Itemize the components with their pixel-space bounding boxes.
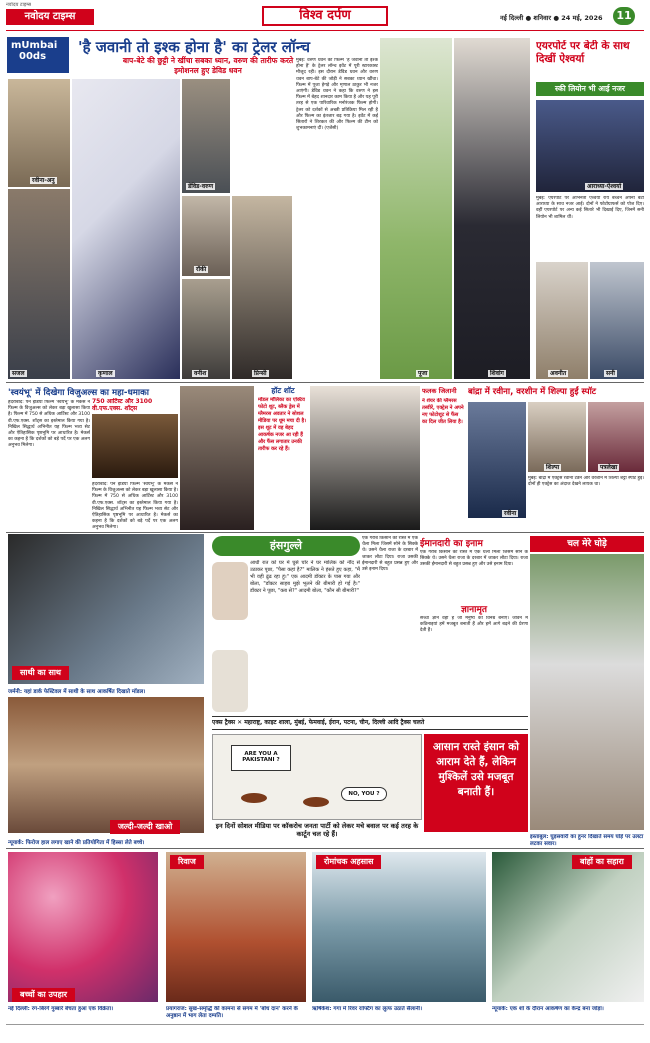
- dateline: नई दिल्ली ● शनिवार ● 24 मई, 2026: [500, 14, 603, 22]
- ghoda-caption: इस्तांबुल: घुड़सवारी का हुनर दिखाते समय घोड़े पर उलटा लटका सवार।: [530, 834, 644, 847]
- cartoon-speech: NO, YOU ?: [341, 787, 387, 801]
- photo-hotshot-1: [180, 386, 254, 530]
- hansgulle-banner: [212, 536, 360, 556]
- gyanamrit-title: ज्ञानामृत: [461, 605, 487, 615]
- caption-sajal: सजल: [12, 370, 25, 377]
- caption-krunal: कृणाल: [98, 370, 113, 377]
- footer-rule: [6, 1024, 644, 1025]
- photo-balloons: [8, 852, 158, 1002]
- header-rule: [6, 30, 644, 31]
- quote-box: [424, 734, 528, 832]
- trailer-body: मुंबई: वरुण धवन की फिल्म 'है जवानी तो इश्क होना है' के ट्रेलर लॉन्च इवेंट में पूरी स्टारकास्ट मौजूद रही। इस दौरान डेविड धवन और वरुण धवन बाप-बेटे की जोड़ी ने सबका ध्यान खींचा। फिल्म में पूजा हेगड़े और मृणाल ठाकुर भी नजर आएंगी। डेविड धवन ने कहा कि वरुण ने इस फिल्म में बेहद शानदार काम किया है और यह पूरी तरह से एक पारिवारिक मनोरंजक फिल्म होगी। ट्रेलर को दर्शकों से अच्छी प्रतिक्रिया मिल रही है और फिल्म का इंतजार बढ़ गया है। इवेंट में कई सितारों ने शिरकत की और फिल्म की टीम को शुभकामनाएं दीं। (एजेंसी): [296, 58, 378, 132]
- cockroach-icon: [241, 793, 267, 803]
- photo-aaradhya-aishwarya: [536, 100, 644, 192]
- photo-princy: [232, 196, 292, 379]
- baanhon-label: बांहों का सहारा: [572, 855, 632, 869]
- row-rule-1: [6, 382, 644, 383]
- hotshot-title: हॉट शॉट: [271, 386, 295, 395]
- trailer-credit: (एजेंसी): [324, 126, 339, 132]
- photo-avneet: [536, 262, 588, 379]
- photo-pooja: [380, 38, 452, 379]
- photo-couple-dance: [492, 852, 644, 1002]
- cartoon-caption: इन दिनों सोशल मीडिया पर कॉकरोच जनता पार्टी को लेकर मचे बवाल पर कई तरह के कार्टून चल रहे हैं।: [215, 822, 419, 838]
- caption-shivang: शिवांग: [490, 370, 504, 377]
- swayambhu-headline: 'स्वयंभू' में दिखेगा विजुअल्स का महा-धमाका: [8, 388, 149, 398]
- cartoon-ticker: एक्स ट्रैक्स ✕ महाराष्ट्र, काइट शाला, मुंबई, फेमवाई, ईरान, पटना, चीन, दिल्ली आदि ट्रैक्स चलते: [212, 716, 528, 730]
- swayambhu-body: हैदराबाद: पैन इंडिया फिल्म 'स्वयंभू' के मेकर्स ने फिल्म के विजुअल्स को लेकर बड़ा खुलासा किया है। फिल्म में 750 से अधिक आर्टिस्ट और 3100 वी.एफ.एक्स. शॉट्स का इस्तेमाल किया गया है। निखिल सिद्धार्थ अभिनीत यह फिल्म भव्य सेट और ऐतिहासिक पृष्ठभूमि पर आधारित है। मेकर्स का कहना है कि दर्शकों को बड़े पर्दे पर एक अलग अनुभव मिलेगा।: [8, 400, 90, 449]
- hansgulle-title: हंसगुल्ले: [270, 539, 302, 552]
- photo-sajal-group: [8, 189, 70, 379]
- photo-shilpa: [528, 402, 586, 472]
- aishwarya-subhead: स्की लियोन भी आई नजर: [536, 82, 644, 96]
- section-title-text: विश्व दर्पण: [299, 8, 351, 23]
- bandra-headline: बांद्रा में रवीना, वरशीन में शिल्पा हुईं स्पॉट: [468, 387, 597, 397]
- caption-david-varun: डेविड-वरुण: [188, 183, 214, 190]
- phalak-body: ने शेयर की ग्लैमरस तस्वीरें, एक्ट्रेस ने अपने नए फोटोशूट से फैंस का दिल जीत लिया है।: [422, 398, 464, 425]
- mumbai-logo-bottom: 00ds: [19, 51, 47, 62]
- aishwarya-body: मुंबई: एयरपोर्ट पर अभिनेत्री ऐश्वर्या राय बच्चन अपनी बेटी आराध्या के साथ नजर आईं। दोनों ने फोटोग्राफर्स को पोज दिए। वहीं एयरपोर्ट पर अन्य कई सितारे भी दिखाई दिए, जिनमें सनी लियोन भी शामिल थीं।: [536, 196, 644, 220]
- trailer-subhead: बाप-बेटे की छुट्टी ने खींचा सबका ध्यान, वरुण की तारीफ करते इमोशनल हुए डेविड धवन: [122, 56, 294, 75]
- caption-rocky: रॉकी: [196, 266, 207, 273]
- cartoon-panel: [212, 734, 422, 820]
- photo-saathi: [8, 534, 204, 684]
- cartoon-sign: ARE YOU A PAKISTANI ?: [231, 745, 291, 771]
- page-number: 11: [613, 7, 635, 25]
- cartoon-thief: [212, 562, 248, 620]
- caption-patralekha: पत्रलेखा: [600, 464, 618, 471]
- saathi-label: साथी का साथ: [12, 666, 69, 680]
- caption-raveena: रवीना: [504, 510, 517, 517]
- caption-avneet: अवनीत: [550, 370, 567, 377]
- photo-rocky: [182, 196, 230, 276]
- top-tag: नवोदय टाइम्स: [6, 2, 32, 8]
- bachche-label: बच्चों का उपहार: [12, 988, 75, 1002]
- trailer-headline: 'है जवानी तो इश्क होना है' का ट्रेलर लॉन्च: [78, 38, 311, 56]
- section-title: [262, 6, 388, 26]
- photo-patralekha: [588, 402, 644, 472]
- caption-vanish: वनीश: [194, 370, 207, 377]
- hotshot-body: मॉडल मॉलिका का एक्टिव फोटो शूट, ब्लैक ड्रेस में ग्लैमरस अवतार ने सोशल मीडिया पर धूम मचा दी है। इस शूट में वह बेहद आकर्षक नजर आ रही हैं और फैंस लगातार उनकी तारीफ कर रहे हैं।: [258, 397, 307, 452]
- left-masthead: [6, 9, 94, 25]
- imaandari-body: एक गरीब किसान को रास्ते में एक थैला मिला जिसमें सोने के सिक्के थे। उसने थैला राजा के दरबार में जाकर लौटा दिया। राजा उसकी ईमानदारी से बहुत प्रसन्न हुए और उसे इनाम दिया।: [362, 536, 418, 573]
- riwaj-caption: प्रयागराज: सुख-समृद्धि की कामना से संगम में 'बाँध दान' करने के अनुष्ठान में भाग लेता दम्पति।: [166, 1006, 298, 1019]
- romanchak-label: रोमांचक अहसास: [316, 855, 381, 869]
- photo-eating-contest: [8, 697, 204, 833]
- bandra-body: मुंबई: बांद्रा में एक्ट्रेस रवीना टंडन और वरशीन में शिल्पा शेट्टी स्पॉट हुईं। दोनों ही एक्ट्रेस का अंदाज देखने लायक था।: [528, 476, 644, 488]
- imaandari-body-2: एक गरीब किसान को रास्ते में एक थैला मिला जिसमें सोने के सिक्के थे। उसने थैला राजा के दरबार में जाकर लौटा दिया। राजा उसकी ईमानदारी से बहुत प्रसन्न हुए और उसे इनाम दिया।: [420, 550, 528, 568]
- swayambhu-tag: 750 आर्टिस्ट और 3100 वी.एफ.एक्स. शॉट्स: [92, 398, 153, 412]
- caption-raveena-anu: रवीना-अनु: [32, 177, 55, 184]
- caption-aaradhya-aishwarya: आराध्या-ऐश्वर्या: [587, 183, 622, 190]
- row-rule-3: [6, 848, 644, 849]
- mumbai-logo-top: mUmbai: [11, 40, 58, 51]
- photo-raveena-anu: [8, 79, 70, 187]
- photo-ritual: [166, 852, 306, 1002]
- romanchak-caption: ऋषिकेश: गंगा में रिवर राफ्टिंग का लुत्फ उठाते सैलानी।: [312, 1006, 423, 1012]
- photo-sunny: [590, 262, 644, 379]
- photo-vanish: [182, 279, 230, 379]
- photo-hotshot-2: [310, 386, 420, 530]
- hansgulle-body: आधी रात को घर में घुसे चोर ने घर मालिक को नींद से उठाकर पूछा, "पैसा कहां है?" मालिक ने हंसते हुए कहा, "मैं भी वही ढूंढ रहा हूं।" एक आदमी डॉक्टर के पास गया और बोला, "डॉक्टर साहब मुझे भूलने की बीमारी हो गई है।" डॉक्टर ने पूछा, "कब से?" आदमी बोला, "कौन सी बीमारी?": [250, 560, 360, 594]
- cartoon-doctor: [212, 650, 248, 712]
- row-rule-2: [6, 532, 644, 533]
- caption-sunny: सनी: [606, 370, 615, 377]
- jaldi-label: जल्दी-जल्दी खाओ: [110, 820, 180, 834]
- ghoda-label: चल मेरे घोड़े: [530, 536, 644, 552]
- saathi-caption: जर्मनी: यहां डार्क फेस्टिवल में साथी के साथ आकर्षित दिखाते मॉडल।: [8, 689, 146, 695]
- aishwarya-headline: एयरपोर्ट पर बेटी के साथ दिखीं ऐश्वर्या: [536, 40, 630, 65]
- phalak-title: फलक जिलानी: [422, 387, 457, 395]
- masthead-text: नवोदय टाइम्स: [24, 11, 76, 22]
- caption-shilpa: शिल्पा: [546, 464, 560, 471]
- caption-princy: प्रिन्सी: [254, 370, 267, 377]
- baanhon-caption: न्यूयार्क: एक शो के दौरान आकर्षण का केन्द्र बना जोड़ा।: [492, 1006, 604, 1012]
- quote-text: आसान रास्ते इंसान को आराम देते हैं, लेकिन मुश्किलें उसे मजबूत बनाती हैं।: [432, 741, 519, 798]
- jaldi-caption: न्यूयार्क: फिरोज हाल लगाए खाने की प्रतियोगिता में हिस्सा लेते बच्चे।: [8, 840, 145, 846]
- cockroach-icon-2: [303, 797, 329, 807]
- photo-swayambhu: [92, 414, 178, 478]
- swayambhu-body-2: हैदराबाद: पैन इंडिया फिल्म 'स्वयंभू' के मेकर्स ने फिल्म के विजुअल्स को लेकर बड़ा खुलासा किया है। फिल्म में 750 से अधिक आर्टिस्ट और 3100 वी.एफ.एक्स. शॉट्स का इस्तेमाल किया गया है। निखिल सिद्धार्थ अभिनीत यह फिल्म भव्य सेट और ऐतिहासिक पृष्ठभूमि पर आधारित है। मेकर्स का कहना है कि दर्शकों को बड़े पर्दे पर एक अलग अनुभव मिलेगा।: [92, 482, 178, 530]
- imaandari-title: ईमानदारी का इनाम: [420, 539, 483, 549]
- photo-raveena: [468, 402, 526, 518]
- photo-shivang: [454, 38, 530, 379]
- mumbai-logo: [7, 37, 69, 73]
- riwaj-label: रिवाज: [170, 855, 204, 869]
- gyanamrit-body: सच्चा ज्ञान वही है जो मनुष्य को विनम्र बनाए। जीवन में कठिनाइयां हमें मजबूत बनाती हैं और हमें आगे बढ़ने की प्रेरणा देती हैं।: [420, 616, 528, 634]
- bachche-caption: नई दिल्ली: रंग-बिरंगे गुब्बारे बेचता हुआ एक विक्रेता।: [8, 1006, 114, 1012]
- photo-mrunal: [72, 79, 180, 379]
- photo-rafting: [312, 852, 486, 1002]
- photo-horse-rider: [530, 554, 644, 830]
- caption-pooja: पूजा: [418, 370, 428, 377]
- photo-david-varun: [182, 79, 230, 193]
